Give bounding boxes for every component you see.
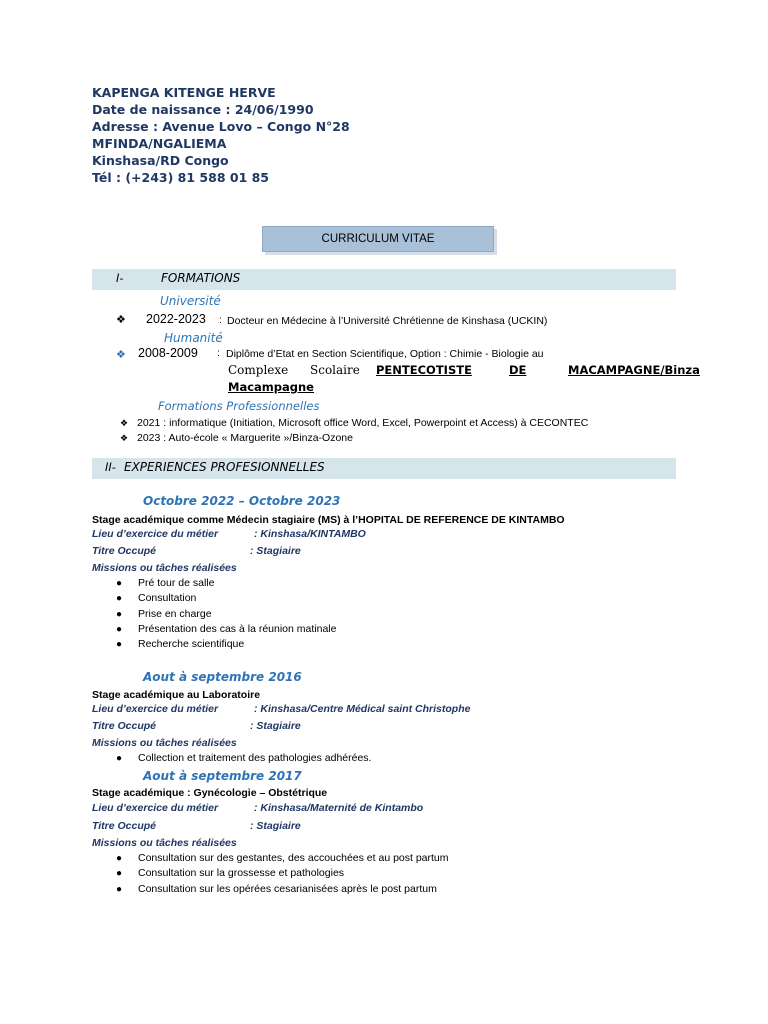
bullet-dot-icon: ● — [116, 608, 123, 620]
humanities-school-line3: Macampagne — [228, 380, 314, 394]
missions-label: Missions ou tâches réalisées — [92, 837, 237, 849]
cv-title-text: CURRICULUM VITAE — [321, 233, 435, 245]
humanities-colon: : — [217, 347, 220, 359]
city: Kinshasa/RD Congo — [92, 153, 229, 168]
bullet-dot-icon: ● — [116, 753, 123, 764]
university-colon: : — [219, 314, 222, 326]
experience-title: Stage académique comme Médecin stagiaire (MS) à l’HOPITAL DE REFERENCE DE KINTAMBO — [92, 514, 565, 526]
experience-period: Aout à septembre 2017 — [143, 769, 302, 783]
section-experiences-number: II- — [105, 460, 116, 474]
pro-training-item: 2021 : informatique (Initiation, Microsoft office Word, Excel, Powerpoint et Access) à CECONTEC — [137, 417, 589, 429]
list-item — [116, 851, 449, 866]
list-item — [116, 576, 336, 591]
birth-date: Date de naissance : 24/06/1990 — [92, 102, 314, 117]
experience-title: Stage académique au Laboratoire — [92, 689, 261, 701]
diamond-bullet-icon: ❖ — [120, 418, 129, 428]
experience-period: Aout à septembre 2016 — [143, 670, 302, 684]
cv-title — [262, 226, 494, 252]
missions-label: Missions ou tâches réalisées — [92, 737, 237, 749]
pro-training-item: 2023 : Auto-école « Marguerite »/Binza-Ozone — [137, 432, 353, 444]
experience-period: Octobre 2022 – Octobre 2023 — [143, 494, 341, 508]
task-text: Consultation — [138, 592, 197, 605]
task-text: Collection et traitement des pathologies adhérées. — [138, 752, 372, 764]
workplace-label: Lieu d’exercice du métier — [92, 802, 219, 814]
humanities-line2-b: Scolaire — [310, 363, 360, 377]
list-item — [116, 637, 336, 652]
bullet-dot-icon: ● — [116, 593, 123, 605]
missions-label: Missions ou tâches réalisées — [92, 562, 237, 574]
workplace-value: : Kinshasa/KINTAMBO — [254, 528, 366, 540]
section-experiences-title: EXPERIENCES PROFESIONNELLES — [124, 460, 325, 474]
bullet-dot-icon: ● — [116, 868, 123, 880]
position-value: : Stagiaire — [250, 720, 301, 732]
task-text: Pré tour de salle — [138, 577, 215, 589]
list-item — [116, 591, 336, 606]
list-item — [116, 751, 371, 766]
workplace-value: : Kinshasa/Maternité de Kintambo — [254, 802, 424, 814]
section-formations-title: FORMATIONS — [161, 271, 241, 285]
university-degree: Docteur en Médecine à l’Université Chrétienne de Kinshasa (UCKIN) — [227, 315, 548, 327]
humanities-line2-a: Complexe — [228, 363, 289, 377]
task-text: Prise en charge — [138, 607, 212, 620]
list-item — [116, 607, 336, 622]
task-list — [116, 576, 336, 652]
address: Adresse : Avenue Lovo – Congo N°28 — [92, 119, 350, 134]
humanities-heading: Humanité — [164, 331, 223, 345]
diamond-bullet-icon: ❖ — [120, 433, 129, 443]
position-label: Titre Occupé — [92, 820, 156, 832]
humanities-years: 2008-2009 — [138, 346, 198, 360]
humanities-school-place: MACAMPAGNE/Binza — [568, 363, 700, 377]
position-value: : Stagiaire — [250, 820, 301, 832]
workplace-value: : Kinshasa/Centre Médical saint Christophe — [254, 703, 471, 715]
task-list — [116, 851, 449, 897]
diamond-bullet-icon: ❖ — [116, 349, 126, 361]
task-text: Consultation sur des gestantes, des accouchées et au post partum — [138, 852, 449, 864]
position-value: : Stagiaire — [250, 545, 301, 557]
phone: Tél : (+243) 81 588 01 85 — [92, 170, 270, 185]
bullet-dot-icon: ● — [116, 578, 123, 589]
bullet-dot-icon: ● — [116, 623, 123, 635]
diamond-bullet-icon: ❖ — [116, 314, 126, 326]
task-text: Consultation sur les opérées cesarianisées après le post partum — [138, 882, 437, 895]
task-text: Présentation des cas à la réunion matinale — [138, 622, 337, 635]
task-text: Recherche scientifique — [138, 638, 245, 651]
task-list — [116, 751, 371, 766]
workplace-label: Lieu d’exercice du métier — [92, 703, 219, 715]
list-item — [116, 882, 449, 897]
humanities-diploma: Diplôme d’Etat en Section Scientifique, Option : Chimie - Biologie au — [226, 348, 544, 360]
position-label: Titre Occupé — [92, 545, 156, 557]
list-item — [116, 622, 336, 637]
section-formations-number: I- — [116, 271, 124, 285]
bullet-dot-icon: ● — [116, 853, 123, 864]
workplace-label: Lieu d’exercice du métier — [92, 528, 219, 540]
position-label: Titre Occupé — [92, 720, 156, 732]
humanities-school-de: DE — [509, 363, 527, 377]
pro-training-heading: Formations Professionnelles — [158, 399, 320, 413]
task-text: Consultation sur la grossesse et pathologies — [138, 867, 345, 880]
experience-title: Stage académique : Gynécologie – Obstétrique — [92, 787, 328, 799]
candidate-name: KAPENGA KITENGE HERVE — [92, 85, 276, 100]
university-heading: Université — [160, 294, 221, 308]
humanities-school: PENTECOTISTE — [376, 363, 472, 377]
district: MFINDA/NGALIEMA — [92, 136, 227, 151]
university-years: 2022-2023 — [146, 312, 206, 326]
list-item — [116, 866, 449, 881]
bullet-dot-icon: ● — [116, 639, 123, 651]
bullet-dot-icon: ● — [116, 883, 123, 895]
